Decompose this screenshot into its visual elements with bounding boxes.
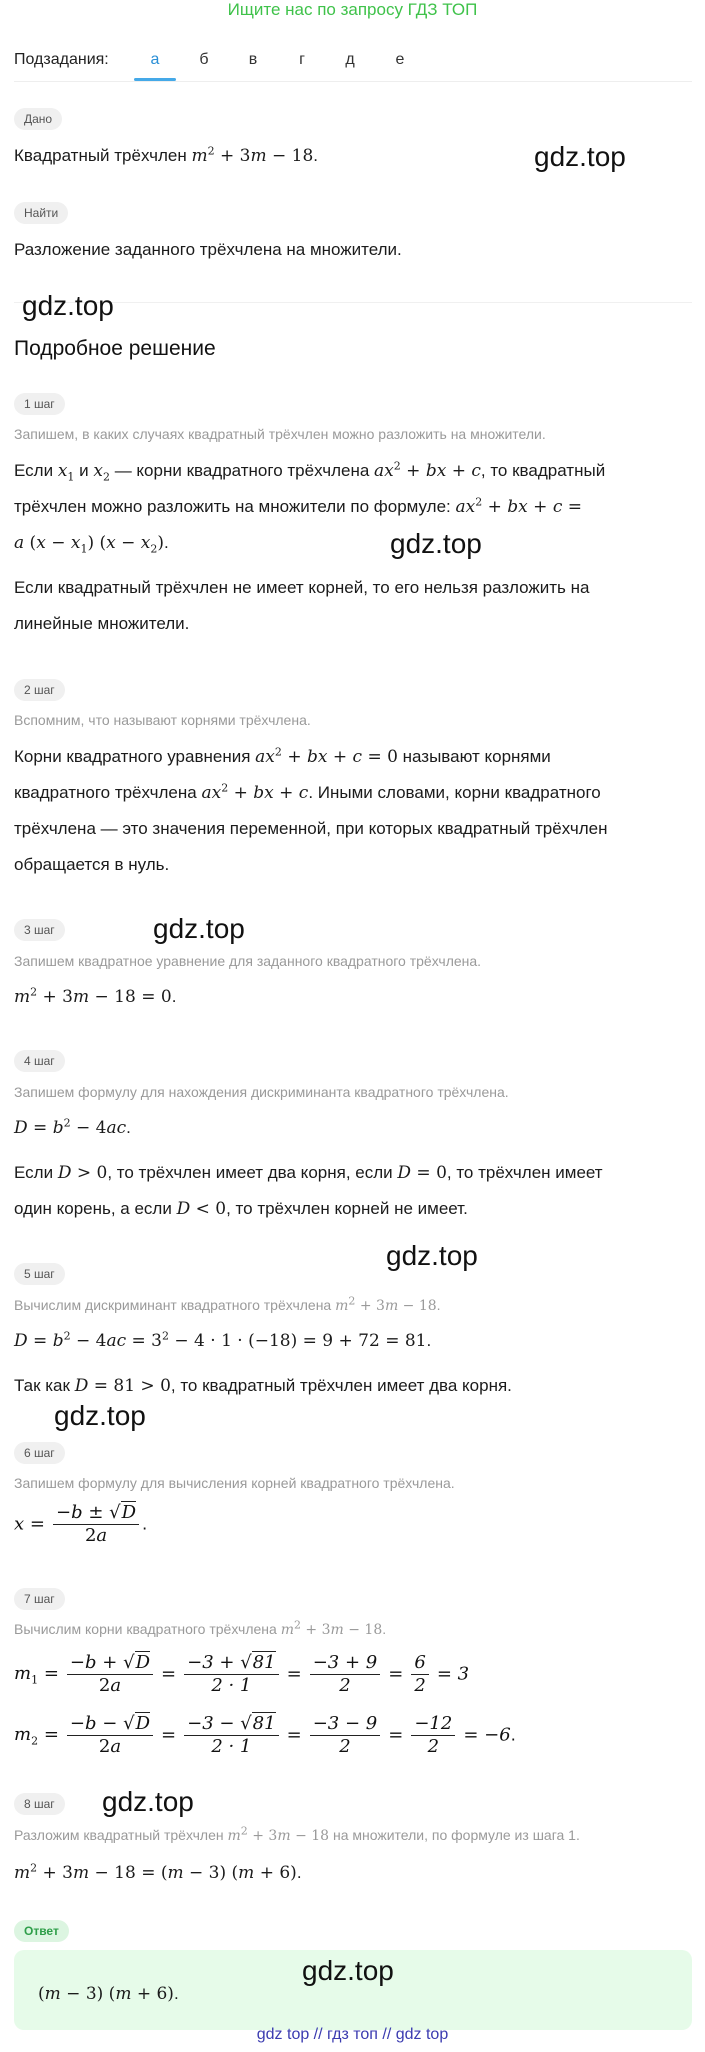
search-banner: Ищите нас по запросу ГДЗ ТОП bbox=[227, 0, 478, 19]
step-6-hint: Запишем формулу для вычисления корней квадратного трёхчлена. bbox=[14, 1475, 455, 1491]
step-7-chip: 7 шаг bbox=[14, 1588, 65, 1610]
step-4-chip: 4 шаг bbox=[14, 1050, 65, 1072]
watermark: gdz.top bbox=[534, 141, 626, 172]
step-2-text-line3: трёхчлена — это значения переменной, при которых квадратный трёхчлен bbox=[14, 819, 608, 838]
step-1-text-2: Если квадратный трёхчлен не имеет корней, то его нельзя разложить на bbox=[14, 578, 590, 597]
step-4-text-line2: один корень, а если D < 0, то трёхчлен корней не имеет. bbox=[14, 1199, 468, 1219]
tab-e[interactable]: е bbox=[395, 51, 405, 68]
step-8-chip: 8 шаг bbox=[14, 1793, 65, 1815]
given-text: Квадратный трёхчлен $m^2 + 3m - 18$. bbox=[14, 144, 318, 166]
step-3-chip: 3 шаг bbox=[14, 919, 65, 941]
step-2-chip: 2 шаг bbox=[14, 679, 65, 701]
solution-title: Подробное решение bbox=[14, 337, 216, 360]
tab-v[interactable]: в bbox=[248, 51, 258, 68]
step-1-hint: Запишем, в каких случаях квадратный трёхчлен можно разложить на множители. bbox=[14, 426, 546, 442]
watermark: gdz.top bbox=[386, 1240, 478, 1271]
find-chip: Найти bbox=[14, 202, 68, 224]
tab-d[interactable]: д bbox=[345, 51, 355, 68]
section-divider bbox=[14, 302, 692, 303]
step-5-calc: $D = b^2 - 4ac = 3^2 - 4 \cdot 1 \cdot (-18) = 9 + 72 = 81$. bbox=[14, 1329, 432, 1351]
step-6-chip: 6 шаг bbox=[14, 1442, 65, 1464]
tab-g[interactable]: г bbox=[299, 51, 305, 68]
answer-text: (m − 3) (m + 6). bbox=[38, 1984, 179, 2004]
step-2-hint: Вспомним, что называют корнями трёхчлена. bbox=[14, 712, 311, 728]
watermark: gdz.top bbox=[102, 1786, 194, 1817]
footer-links[interactable]: gdz top // гдз топ // gdz top bbox=[256, 2026, 449, 2043]
step-1-text: Если $x_1$ и $x_2$ — корни квадратного трёхчлена $ax^2$ + bx + c, то квадратный bbox=[14, 459, 606, 484]
tabs-divider bbox=[14, 81, 692, 82]
step-8-hint: Разложим квадратный трёхчлен $m^2 + 3m - 18$ на множители, по формуле из шага 1. bbox=[14, 1824, 580, 1844]
step-4-text: Если D > 0, то трёхчлен имеет два корня, если D = 0, то трёхчлен имеет bbox=[14, 1163, 603, 1183]
subtasks-label: Подзадания: bbox=[14, 51, 109, 68]
step-4-hint: Запишем формулу для нахождения дискриминанта квадратного трёхчлена. bbox=[14, 1084, 509, 1100]
watermark: gdz.top bbox=[390, 528, 482, 559]
step-1-text-2b: линейные множители. bbox=[14, 614, 190, 633]
step-1-formula: a $(x - x_1)$ $(x - x_2)$. bbox=[14, 533, 169, 556]
step-5-chip: 5 шаг bbox=[14, 1263, 65, 1285]
step-2-text-line4: обращается в нуль. bbox=[14, 855, 170, 874]
watermark: gdz.top bbox=[54, 1400, 146, 1431]
step-1-text-line2: трёхчлен можно разложить на множители по формуле: $ax^2$ + bx + c = bbox=[14, 495, 583, 517]
step-3-hint: Запишем квадратное уравнение для заданного квадратного трёхчлена. bbox=[14, 953, 482, 969]
step-2-text-line2: квадратного трёхчлена $ax^2$ + bx + c. Иными словами, корни квадратного bbox=[14, 781, 601, 803]
step-7-hint: Вычислим корни квадратного трёхчлена $m^2 + 3m - 18$. bbox=[14, 1618, 387, 1638]
step-6-formula: x = $\frac{-b \pm √D}{2a}$ . bbox=[14, 1502, 148, 1546]
watermark: gdz.top bbox=[153, 913, 245, 944]
step-5-hint: Вычислим дискриминант квадратного трёхчлена $m^2 + 3m - 18$. bbox=[14, 1294, 441, 1314]
step-8-factorization: $m^2 + 3m - 18 = (m - 3) (m + 6)$. bbox=[14, 1861, 302, 1883]
step-7-root-1: $m_1$ = $\frac{-b + √D}{2a}$ = $\frac{-3 + √81}{2 \cdot 1}$ = $\frac{-3 + 9}{2}$ = $\frac{6}{2}$ = 3 bbox=[14, 1652, 470, 1696]
watermark: gdz.top bbox=[302, 1955, 394, 1986]
tab-a[interactable]: а bbox=[150, 51, 160, 68]
step-3-equation: $m^2 + 3m - 18 = 0$. bbox=[14, 985, 177, 1007]
step-4-formula: $D = b^2 - 4ac$. bbox=[14, 1116, 131, 1138]
watermark: gdz.top bbox=[22, 290, 114, 321]
given-chip: Дано bbox=[14, 108, 62, 130]
step-7-root-2: $m_2$ = $\frac{-b - √D}{2a}$ = $\frac{-3 - √81}{2 \cdot 1}$ = $\frac{-3 - 9}{2}$ = $\frac{-12}{2}$ = −6. bbox=[14, 1713, 516, 1757]
answer-chip: Ответ bbox=[14, 1920, 69, 1942]
step-5-text: Так как D = 81 > 0, то квадратный трёхчлен имеет два корня. bbox=[14, 1376, 512, 1396]
step-1-chip: 1 шаг bbox=[14, 393, 65, 415]
tab-b[interactable]: б bbox=[199, 51, 209, 68]
step-2-text: Корни квадратного уравнения $ax^2$ + bx + c = 0 называют корнями bbox=[14, 745, 551, 767]
find-text: Разложение заданного трёхчлена на множители. bbox=[14, 240, 402, 259]
